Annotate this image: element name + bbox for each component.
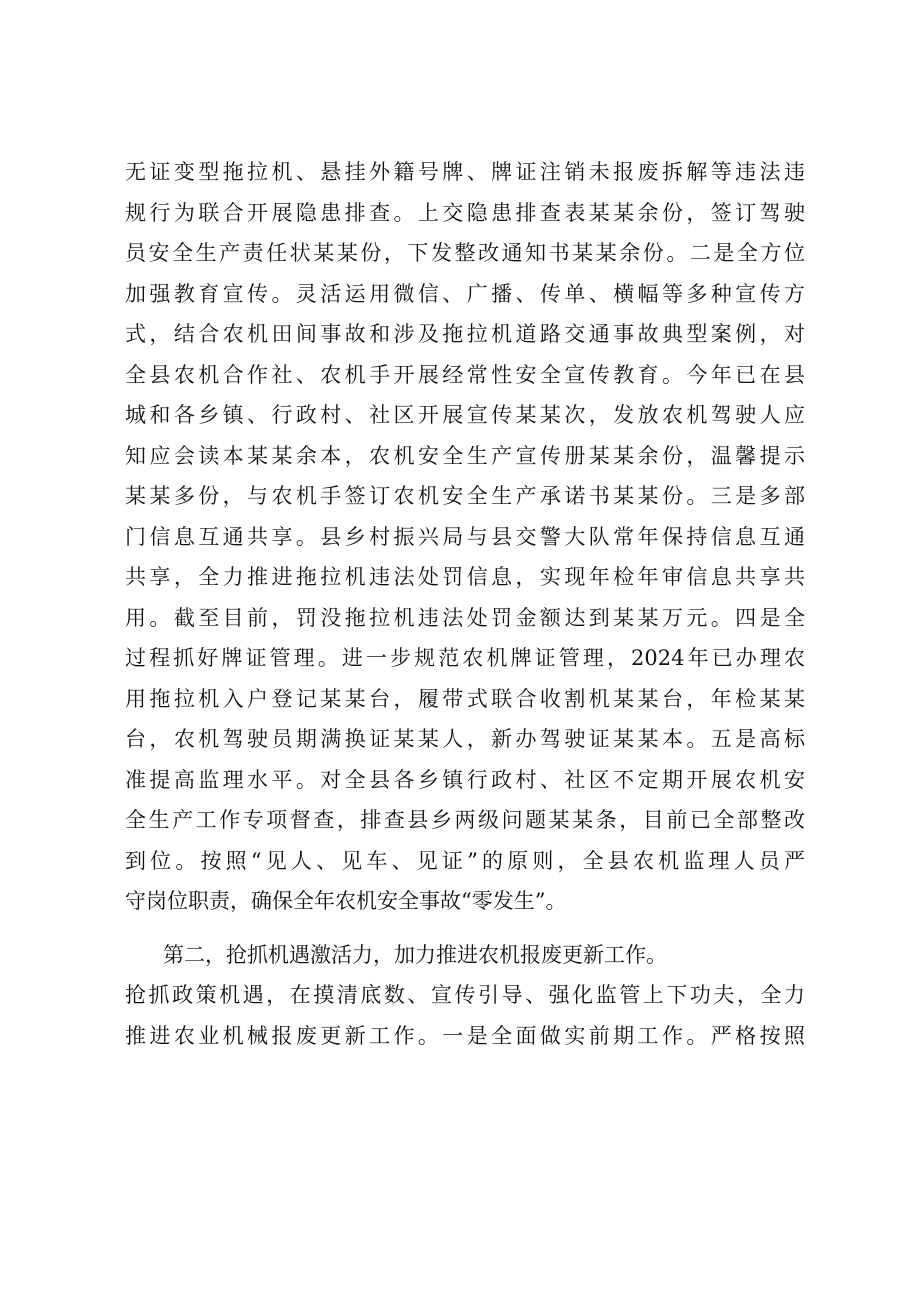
paragraph-line: 无证变型拖拉机、悬挂外籍号牌、牌证注销未报废拆解等违法违 — [125, 160, 805, 184]
paragraph-line: 全县农机合作社、农机手开展经常性安全宣传教育。今年已在县 — [125, 362, 805, 387]
paragraph-line: 共享，全力推进拖拉机违法处罚信息，实现年检年审信息共享共 — [125, 565, 805, 589]
paragraph-line: 守岗位职责，确保全年农机安全事故“零发生”。 — [125, 889, 567, 913]
paragraph-line: 式，结合农机田间事故和涉及拖拉机道路交通事故典型案例，对 — [125, 322, 805, 346]
paragraph-line: 抢抓政策机遇，在摸清底数、宣传引导、强化监管上下功夫，全力 — [125, 983, 805, 1007]
paragraph-line: 台，农机驾驶员期满换证某某人，新办驾驶证某某本。五是高标 — [125, 727, 805, 751]
section-heading: 第二，抢抓机遇激活力，加力推进农机报废更新工作。 — [163, 942, 667, 967]
paragraph-gap — [125, 922, 805, 935]
document-body — [125, 152, 805, 1056]
paragraph-line: 员安全生产责任状某某份，下发整改通知书某某余份。二是全方位 — [125, 241, 805, 265]
paragraph-line: 到位。按照“见人、见车、见证”的原则，全县农机监理人员严 — [125, 848, 805, 873]
paragraph-line: 全生产工作专项督查，排查县乡两级问题某某条，目前已全部整改 — [125, 808, 805, 832]
paragraph-line: 城和各乡镇、行政村、社区开展宣传某某次，发放农机驾驶人应 — [125, 403, 805, 427]
paragraph-line: 用。截至目前，罚没拖拉机违法处罚金额达到某某万元。四是全 — [125, 605, 805, 630]
paragraph-line: 门信息互通共享。县乡村振兴局与县交警大队常年保持信息互通 — [125, 524, 805, 549]
paragraph-line: 用拖拉机入户登记某某台，履带式联合收割机某某台，年检某某 — [125, 686, 805, 711]
paragraph-line: 准提高监理水平。对全县各乡镇行政村、社区不定期开展农机安 — [125, 767, 805, 792]
paragraph-line: 加强教育宣传。灵活运用微信、广播、传单、横幅等多种宣传方 — [125, 281, 805, 306]
paragraph-line: 某某多份，与农机手签订农机安全生产承诺书某某份。三是多部 — [125, 484, 805, 508]
paragraph-line: 知应会读本某某余本，农机安全生产宣传册某某余份，温馨提示 — [125, 443, 805, 468]
paragraph-line: 规行为联合开展隐患排查。上交隐患排查表某某余份，签订驾驶 — [125, 200, 805, 225]
paragraph-line: 过程抓好牌证管理。进一步规范农机牌证管理，2024年已办理农 — [125, 646, 805, 670]
paragraph-line: 推进农业机械报废更新工作。一是全面做实前期工作。严格按照 — [125, 1023, 805, 1048]
